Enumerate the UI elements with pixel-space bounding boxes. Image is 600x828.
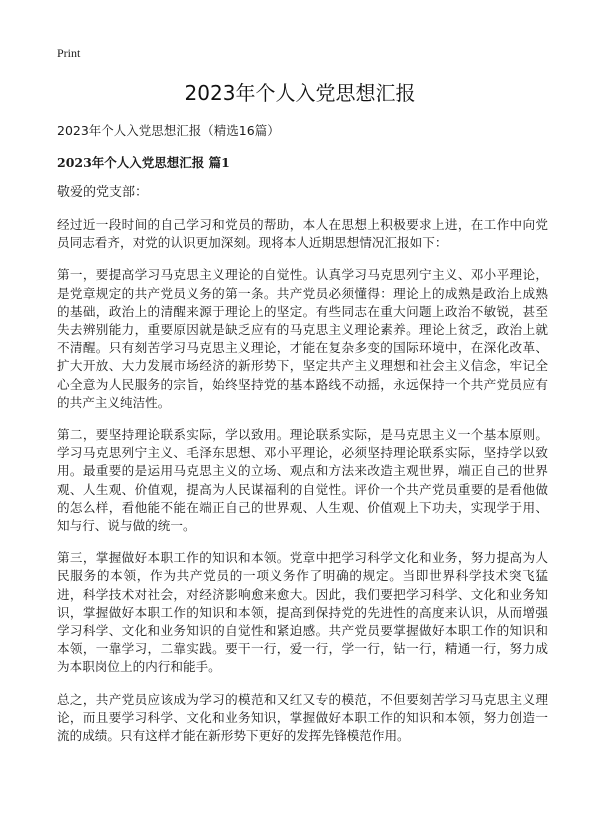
greeting: 敬爱的党支部： xyxy=(57,185,149,200)
paragraph-first-point: 第一，要提高学习马克思主义理论的自觉性。认真学习马克思列宁主义、邓小平理论，是党章规定的共产党员义务的第一条。共产党员必须懂得：理论上的成熟是政治上成熟的基础，政治上的清醒来源于理论上的坚定。有些同志在重大问题上政治不敏锐，甚至失去辨别能力，重要原因就是缺乏应有的马克思主义理论素养。理论上贫乏，政治上就不清醒。只有刻苦学习马克思主义理论，才能在复杂多变的国际环境中，在深化改革、扩大开放、大力发展市场经济的新形势下，坚定共产主义理想和社会主义信念，牢记全心全意为人民服务的宗旨，始终坚持党的基本路线不动摇，永远保持一个共产党员应有的共产主义纯洁性。 xyxy=(57,267,548,410)
paragraph-second-point: 第二，要坚持理论联系实际，学以致用。理论联系实际，是马克思主义一个基本原则。学习马克思列宁主义、毛泽东思想、邓小平理论，必须坚持理论联系实际，坚持学以致用。最重要的是运用马克思主义的立场、观点和方法来改造主观世界，端正自己的世界观、人生观、价值观，提高为人民谋福利的自觉性。评价一个共产党员重要的是看他做的怎么样，看他能不能在端正自己的世界观、人生观、价值观上下功夫，实现学于用、知与行、说与做的统一。 xyxy=(57,427,548,534)
document-body xyxy=(57,122,548,759)
page-title: 2023年个人入党思想汇报 xyxy=(184,81,416,105)
print-link[interactable]: Print xyxy=(57,46,81,60)
document-subtitle: 2023年个人入党思想汇报（精选16篇） xyxy=(57,123,280,138)
section-heading: 2023年个人入党思想汇报 篇1 xyxy=(57,155,230,170)
paragraph-intro: 经过近一段时间的自己学习和党员的帮助，本人在思想上积极要求上进，在工作中向党员同志看齐，对党的认识更加深刻。现将本人近期思想情况汇报如下： xyxy=(57,217,548,251)
paragraph-conclusion: 总之，共产党员应该成为学习的模范和又红又专的模范，不但要刻苦学习马克思主义理论，而且要学习科学、文化和业务知识，掌握做好本职工作的知识和本领，努力创造一流的成绩。只有这样才能在新形势下更好的发挥先锋模范作用。 xyxy=(57,691,548,744)
paragraph-third-point: 第三，掌握做好本职工作的知识和本领。党章中把学习科学文化和业务，努力提高为人民服务的本领，作为共产党员的一项义务作了明确的规定。当即世界科学技术突飞猛进，科学技术对社会，对经济影响愈来愈大。因此，我们要把学习科学、文化和业务知识，掌握做好本职工作的知识和本领，提高到保持党的先进性的高度来认识，从而增强学习科学、文化和业务知识的自觉性和紧迫感。共产党员要掌握做好本职工作的知识和本领，一靠学习，二靠实践。要干一行，爱一行，学一行，钻一行，精通一行，努力成为本职岗位上的内行和能手。 xyxy=(57,550,548,675)
